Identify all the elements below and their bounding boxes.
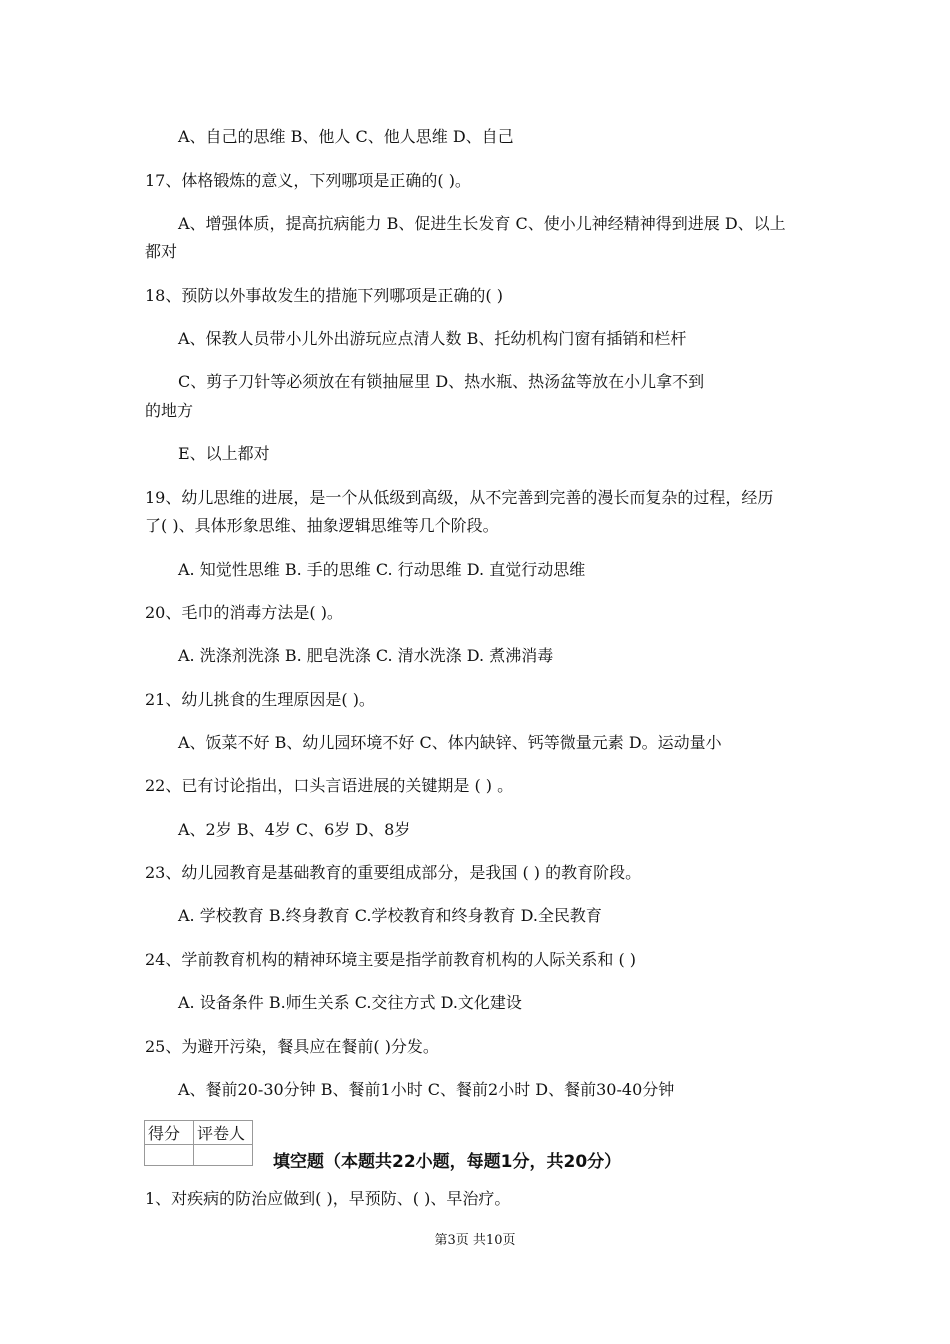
q17-options-cont: 都对 — [145, 242, 178, 261]
q16-options: A、自己的思维 B、他人 C、他人思维 D、自己 — [178, 127, 514, 146]
q22-options: A、2岁 B、4岁 C、6岁 D、8岁 — [178, 820, 411, 839]
grader-label: 评卷人 — [194, 1121, 253, 1145]
q24-stem: 24、学前教育机构的精神环境主要是指学前教育机构的人际关系和 ( ) — [145, 950, 637, 969]
grader-cell — [194, 1145, 253, 1166]
q17-options: A、增强体质，提高抗病能力 B、促进生长发育 C、使小儿神经精神得到进展 D、以上 — [178, 214, 786, 233]
fill-question-1: 1、对疾病的防治应做到( )，早预防、( )、早治疗。 — [145, 1189, 511, 1208]
score-cell — [145, 1145, 194, 1166]
score-table — [144, 1120, 253, 1166]
q17-stem: 17、体格锻炼的意义，下列哪项是正确的( )。 — [145, 171, 471, 190]
q20-options: A. 洗涤剂洗涤 B. 肥皂洗涤 C. 清水洗涤 D. 煮沸消毒 — [178, 646, 554, 665]
q21-stem: 21、幼儿挑食的生理原因是( )。 — [145, 690, 375, 709]
q20-stem: 20、毛巾的消毒方法是( )。 — [145, 603, 343, 622]
q18-options-ab: A、保教人员带小儿外出游玩应点清人数 B、托幼机构门窗有插销和栏杆 — [178, 329, 687, 348]
q22-stem: 22、已有讨论指出，口头言语进展的关键期是 ( ) 。 — [145, 776, 514, 795]
q19-options: A. 知觉性思维 B. 手的思维 C. 行动思维 D. 直觉行动思维 — [178, 560, 586, 579]
q25-stem: 25、为避开污染，餐具应在餐前( )分发。 — [145, 1037, 439, 1056]
score-label: 得分 — [145, 1121, 194, 1145]
q18-stem: 18、预防以外事故发生的措施下列哪项是正确的( ) — [145, 286, 503, 305]
q18-options-cd: C、剪子刀针等必须放在有锁抽屉里 D、热水瓶、热汤盆等放在小儿拿不到 — [178, 372, 705, 391]
q23-options: A. 学校教育 B.终身教育 C.学校教育和终身教育 D.全民教育 — [178, 906, 602, 925]
q18-options-cont: 的地方 — [145, 401, 194, 420]
q23-stem: 23、幼儿园教育是基础教育的重要组成部分，是我国 ( ) 的教育阶段。 — [145, 863, 642, 882]
q24-options: A. 设备条件 B.师生关系 C.交往方式 D.文化建设 — [178, 993, 522, 1012]
q18-option-e: E、以上都对 — [178, 444, 270, 463]
page-footer: 第3页 共10页 — [434, 1233, 516, 1248]
q21-options: A、饭菜不好 B、幼儿园环境不好 C、体内缺锌、钙等微量元素 D。运动量小 — [178, 733, 722, 752]
q25-options: A、餐前20-30分钟 B、餐前1小时 C、餐前2小时 D、餐前30-40分钟 — [178, 1080, 675, 1099]
q19-stem-cont: 了( )、具体形象思维、抽象逻辑思维等几个阶段。 — [145, 516, 499, 535]
section-title: 填空题（本题共22小题，每题1分，共20分） — [273, 1152, 622, 1172]
q19-stem: 19、幼儿思维的进展，是一个从低级到高级，从不完善到完善的漫长而复杂的过程，经历 — [145, 488, 774, 507]
